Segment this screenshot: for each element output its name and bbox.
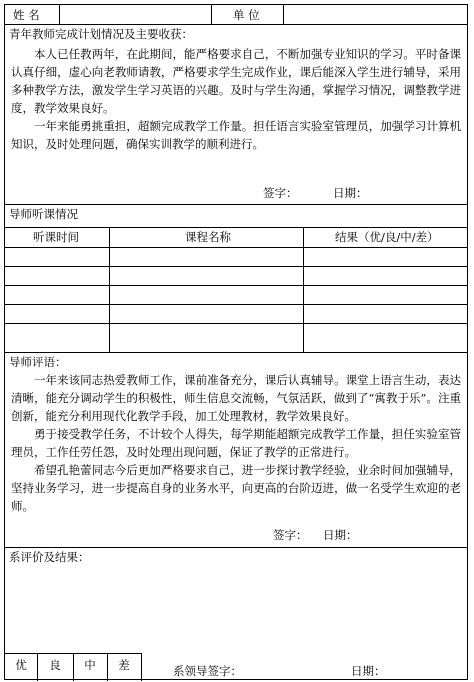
mentor-paragraph: 一年来该同志热爱教师工作，课前准备充分，课后认真辅导。课堂上语言生动，表达清晰，能充分调动学生的积极性，师生信息交流畅，气氛活跃，做到了“寓教于乐”。注重创新，能充分利用现代化教学手段，加工处理教材，教学效果良好。 <box>11 373 461 423</box>
listen-header-result: 结果（优/良/中/差） <box>335 230 439 244</box>
plan-sign-label: 签字： <box>263 186 298 200</box>
name-label: 姓 名 <box>13 8 40 22</box>
mentor-paragraph: 希望孔艳蕾同志今后更加严格要求自己，进一步探讨教学经验，业余时间加强辅导，坚持业务学习，进一步提高自身的业务水平，向更高的台阶迈进，做一名受学生欢迎的老师。 <box>11 463 461 513</box>
divider <box>211 5 212 24</box>
mentor-date-label: 日期： <box>323 528 358 542</box>
listen-header-time: 听课时间 <box>33 230 79 244</box>
table-col-line <box>109 227 110 352</box>
plan-body <box>11 45 461 153</box>
table-row-line <box>5 247 467 248</box>
divider <box>5 24 467 25</box>
leader-sign-label: 系领导签字： <box>173 664 242 678</box>
divider <box>5 227 467 228</box>
evaluation-form <box>4 4 468 680</box>
grade-average[interactable]: 中 <box>84 658 96 672</box>
grade-good[interactable]: 良 <box>49 658 61 672</box>
table-row-line <box>5 266 467 267</box>
dept-date-label: 日期： <box>351 664 386 678</box>
listen-title: 导师听课情况 <box>9 207 78 221</box>
unit-label: 单 位 <box>233 8 260 22</box>
divider <box>141 653 142 681</box>
grade-excellent[interactable]: 优 <box>15 658 27 672</box>
mentor-paragraph: 勇于接受教学任务，不计较个人得失，每学期能超额完成教学工作量，担任实验室管理员，工作任劳任怨，及时处理出现问题，保证了教学的正常进行。 <box>11 427 461 459</box>
plan-paragraph: 本人已任教两年，在此期间，能严格要求自己，不断加强专业知识的学习。平时备课认真仔细，虚心向老教师请教，严格要求学生完成作业，课后能深入学生进行辅导，采用多种教学方法，激发学生学习英语的兴趣。及时与学生沟通，掌握学习情况，调整教学进度，教学效果良好。 <box>11 47 461 115</box>
table-col-line <box>303 227 304 352</box>
plan-title: 青年教师完成计划情况及主要收获： <box>9 27 193 41</box>
divider <box>5 547 467 548</box>
grade-poor[interactable]: 差 <box>118 658 130 672</box>
divider <box>5 352 467 353</box>
plan-paragraph: 一年来能勇挑重担，超额完成教学工作量。担任语言实验室管理员，加强学习计算机知识，及时处理问题，确保实训教学的顺利进行。 <box>11 119 461 151</box>
table-row-line <box>5 285 467 286</box>
mentor-sign-label: 签字： <box>273 528 308 542</box>
dept-title: 系评价及结果： <box>9 550 90 564</box>
plan-date-label: 日期： <box>333 186 368 200</box>
mentor-body <box>11 371 461 515</box>
table-row-line <box>5 304 467 305</box>
divider <box>59 5 60 24</box>
divider <box>283 5 284 24</box>
listen-header-course: 课程名称 <box>185 230 231 244</box>
divider <box>5 204 467 205</box>
table-row-line <box>5 323 467 324</box>
mentor-title: 导师评语： <box>9 355 67 369</box>
